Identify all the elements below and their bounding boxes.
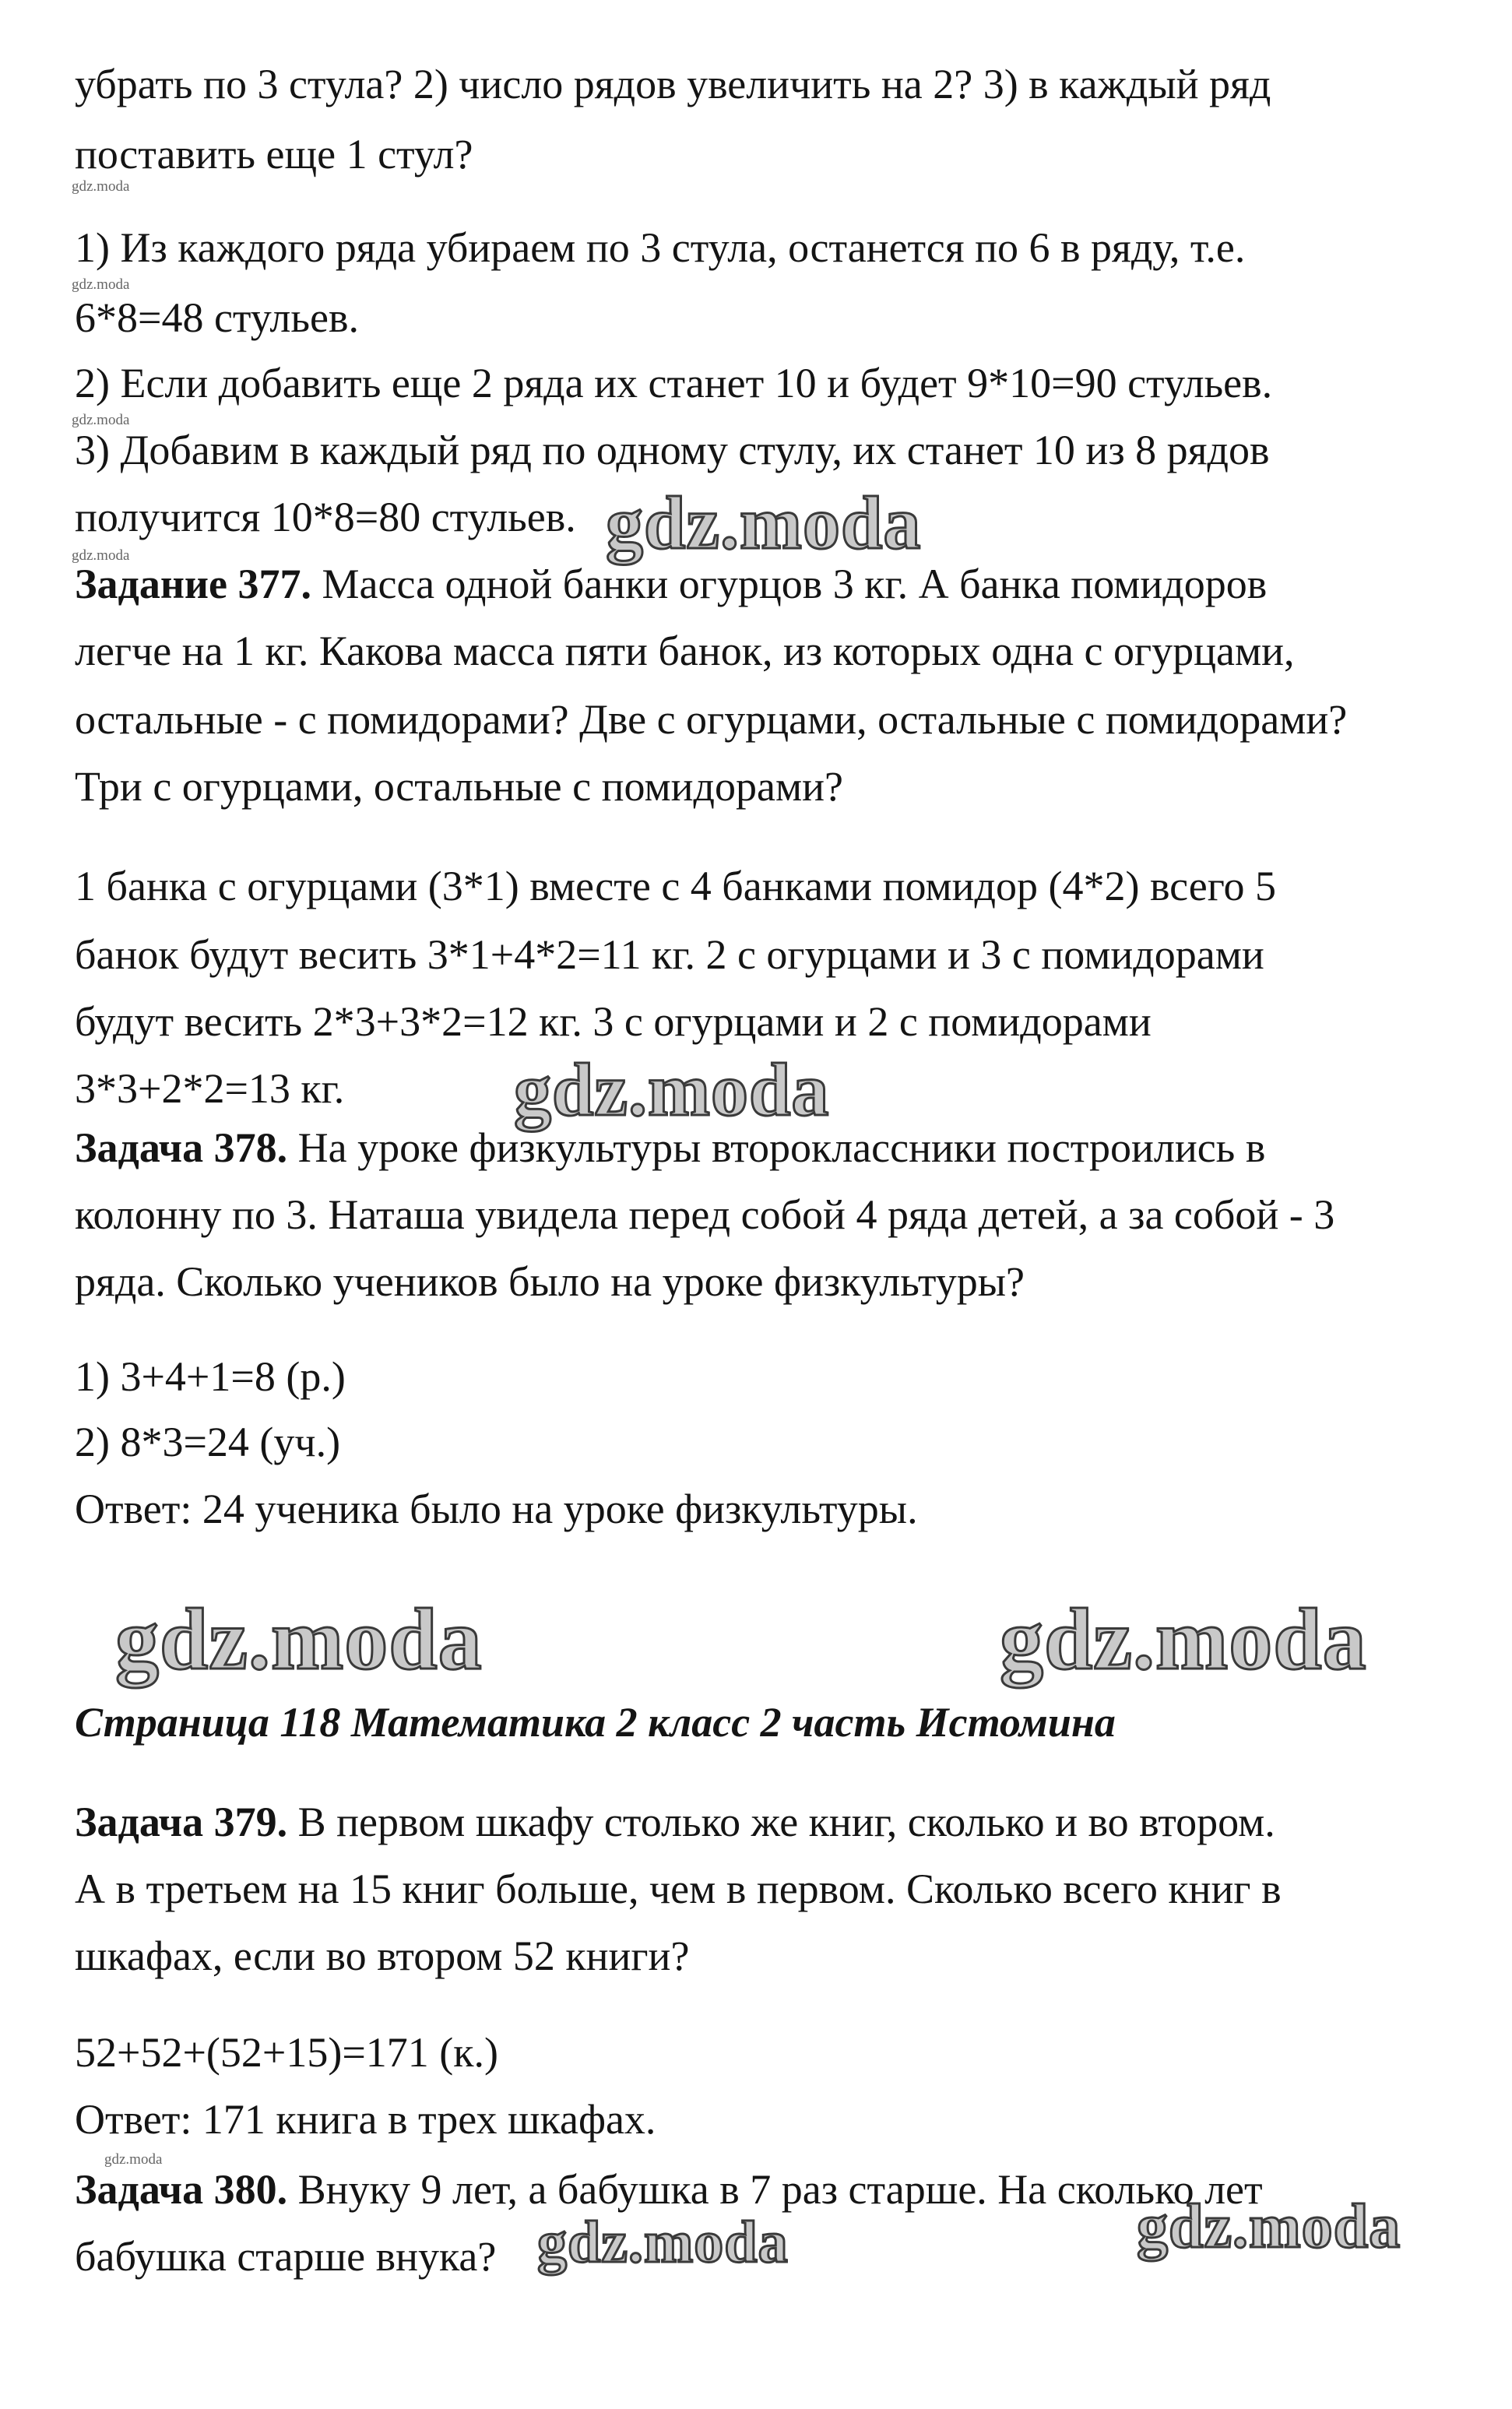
text-line: 1) 3+4+1=8 (р.) xyxy=(75,1353,346,1400)
watermark-large: gdz.moda xyxy=(514,1048,830,1131)
text-line: убрать по 3 стула? 2) число рядов увеличить на 2? 3) в каждый ряд xyxy=(75,61,1271,107)
text-line: Ответ: 24 ученика было на уроке физкультуры. xyxy=(75,1486,918,1532)
text-line: 6*8=48 стульев. xyxy=(75,294,359,341)
text-line: банок будут весить 3*1+4*2=11 кг. 2 с огурцами и 3 с помидорами xyxy=(75,931,1264,978)
text-line: 2) 8*3=24 (уч.) xyxy=(75,1419,341,1465)
watermark-large: gdz.moda xyxy=(115,1591,483,1688)
watermark-small: gdz.moda xyxy=(72,412,130,428)
text-line: 1) Из каждого ряда убираем по 3 стула, останется по 6 в ряду, т.е. xyxy=(75,224,1246,271)
text-line: колонну по 3. Наташа увидела перед собой 4 ряда детей, а за собой - 3 xyxy=(75,1191,1335,1238)
text-line: шкафах, если во втором 52 книги? xyxy=(75,1932,690,1979)
page-heading: Страница 118 Математика 2 класс 2 часть Истомина xyxy=(75,1699,1116,1746)
text-line: бабушка старше внука? xyxy=(75,2233,497,2280)
text-line: Три с огурцами, остальные с помидорами? xyxy=(75,763,844,810)
watermark-large: gdz.moda xyxy=(1137,2193,1401,2261)
task-378-label: Задача 378. xyxy=(75,1124,288,1171)
text-line: 3*3+2*2=13 кг. xyxy=(75,1065,345,1112)
text-line: ряда. Сколько учеников было на уроке физкультуры? xyxy=(75,1258,1025,1305)
text-line: 52+52+(52+15)=171 (к.) xyxy=(75,2029,498,2076)
watermark-small: gdz.moda xyxy=(104,2151,163,2168)
watermark-large: gdz.moda xyxy=(1000,1591,1367,1688)
watermark-small: gdz.moda xyxy=(72,276,130,293)
task-379-label: Задача 379. xyxy=(75,1799,288,1845)
task-378-question-text: На уроке физкультуры второклассники построились в xyxy=(287,1124,1266,1171)
task-377-label: Задание 377. xyxy=(75,561,312,607)
task-377-question xyxy=(75,559,1267,609)
text-line: будут весить 2*3+3*2=12 кг. 3 с огурцами и 2 с помидорами xyxy=(75,998,1152,1045)
task-380-label: Задача 380. xyxy=(75,2166,288,2213)
text-line: 1 банка с огурцами (3*1) вместе с 4 банками помидор (4*2) всего 5 xyxy=(75,863,1277,909)
task-380-question xyxy=(75,2165,1263,2214)
task-380-question-text: Внуку 9 лет, а бабушка в 7 раз старше. На сколько лет xyxy=(287,2166,1263,2213)
text-line: получится 10*8=80 стульев. xyxy=(75,494,576,540)
watermark-small: gdz.moda xyxy=(72,547,130,564)
watermark-large: gdz.moda xyxy=(537,2210,789,2275)
task-379-question-text: В первом шкафу столько же книг, сколько и во втором. xyxy=(287,1799,1275,1845)
text-line: 3) Добавим в каждый ряд по одному стулу, их станет 10 из 8 рядов xyxy=(75,427,1270,473)
text-line: поставить еще 1 стул? xyxy=(75,131,473,178)
text-line: остальные - с помидорами? Две с огурцами, остальные с помидорами? xyxy=(75,696,1348,743)
text-line: 2) Если добавить еще 2 ряда их станет 10 и будет 9*10=90 стульев. xyxy=(75,360,1273,406)
watermark-small: gdz.moda xyxy=(72,178,130,195)
text-line: Ответ: 171 книга в трех шкафах. xyxy=(75,2096,656,2143)
text-line: А в третьем на 15 книг больше, чем в первом. Сколько всего книг в xyxy=(75,1866,1282,1912)
task-377-question-text: Масса одной банки огурцов 3 кг. А банка помидоров xyxy=(311,561,1268,607)
task-379-question xyxy=(75,1797,1275,1847)
text-line: легче на 1 кг. Какова масса пяти банок, из которых одна с огурцами, xyxy=(75,628,1295,674)
watermark-large: gdz.moda xyxy=(606,481,922,564)
